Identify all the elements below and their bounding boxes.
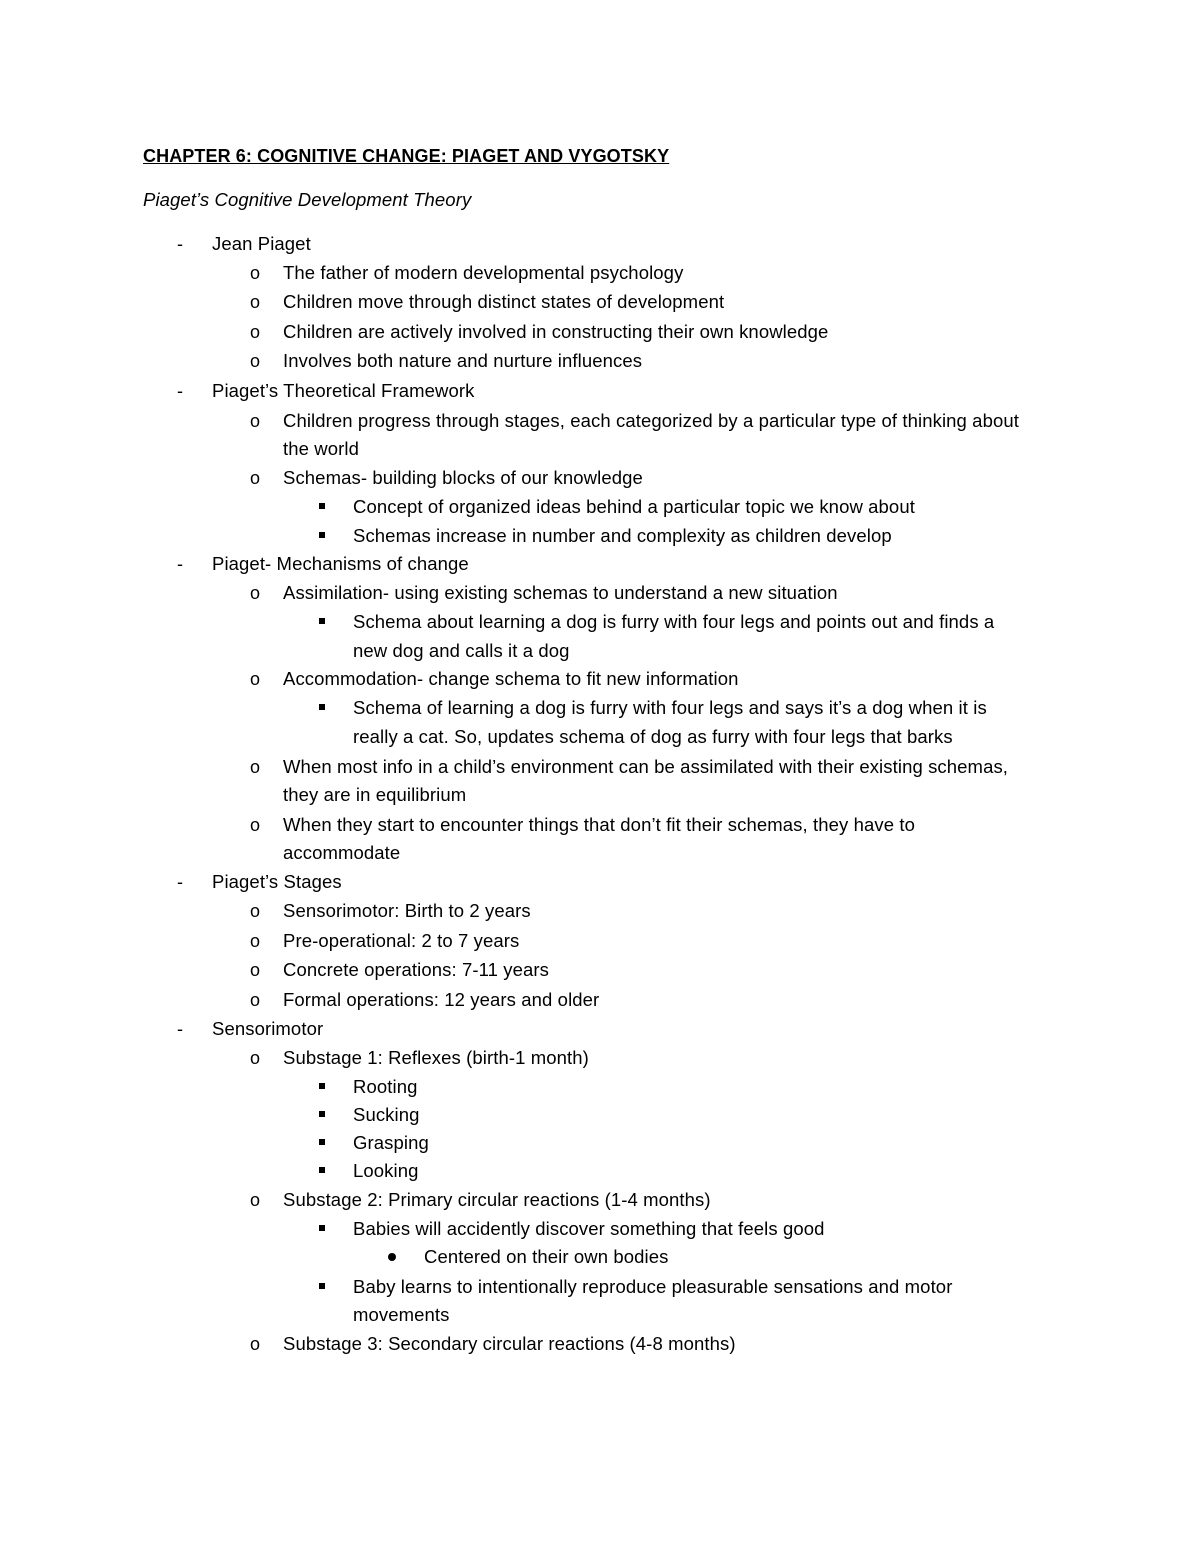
circle-bullet: o xyxy=(250,815,261,835)
list-item-continuation: the world xyxy=(283,438,359,459)
square-bullet xyxy=(319,503,325,509)
list-item: Accommodation- change schema to fit new information xyxy=(283,668,739,689)
circle-bullet: o xyxy=(250,583,261,603)
circle-bullet: o xyxy=(250,292,261,312)
sub-list-item: Grasping xyxy=(353,1132,429,1153)
list-item: When most info in a child’s environment can be assimilated with their existing schemas, xyxy=(283,756,1009,777)
square-bullet xyxy=(319,1111,325,1117)
list-heading: Piaget’s Theoretical Framework xyxy=(212,380,475,401)
sub-list-item: Rooting xyxy=(353,1076,418,1097)
round-bullet xyxy=(388,1253,396,1261)
list-item: Children are actively involved in constructing their own knowledge xyxy=(283,321,829,342)
sub-list-item: Babies will accidently discover something that feels good xyxy=(353,1218,825,1239)
list-heading: Piaget’s Stages xyxy=(212,871,342,892)
sub-list-item: Concept of organized ideas behind a particular topic we know about xyxy=(353,496,915,517)
list-item: Schemas- building blocks of our knowledge xyxy=(283,467,643,488)
square-bullet xyxy=(319,1083,325,1089)
circle-bullet: o xyxy=(250,1334,261,1354)
list-item: Children progress through stages, each categorized by a particular type of thinking about xyxy=(283,410,1019,431)
list-item: Children move through distinct states of development xyxy=(283,291,725,312)
sub-list-item: Schemas increase in number and complexity as children develop xyxy=(353,525,892,546)
list-item: Sensorimotor: Birth to 2 years xyxy=(283,900,531,921)
list-item: Substage 3: Secondary circular reactions (4-8 months) xyxy=(283,1333,736,1354)
list-item: Assimilation- using existing schemas to understand a new situation xyxy=(283,582,838,603)
sub-list-item: Schema of learning a dog is furry with four legs and says it’s a dog when it is xyxy=(353,697,987,718)
sub-list-item: Baby learns to intentionally reproduce pleasurable sensations and motor xyxy=(353,1276,953,1297)
list-item: The father of modern developmental psychology xyxy=(283,262,684,283)
chapter-title: CHAPTER 6: COGNITIVE CHANGE: PIAGET AND VYGOTSKY xyxy=(143,146,670,166)
sub-list-item-continuation: new dog and calls it a dog xyxy=(353,640,570,661)
list-item: Substage 1: Reflexes (birth-1 month) xyxy=(283,1047,589,1068)
square-bullet xyxy=(319,704,325,710)
sub-list-item-continuation: movements xyxy=(353,1304,450,1325)
circle-bullet: o xyxy=(250,263,261,283)
circle-bullet: o xyxy=(250,669,261,689)
dash-bullet: - xyxy=(177,1019,183,1039)
square-bullet xyxy=(319,1225,325,1231)
circle-bullet: o xyxy=(250,351,261,371)
circle-bullet: o xyxy=(250,990,261,1010)
sub-sub-list-item: Centered on their own bodies xyxy=(424,1246,669,1267)
sub-list-item: Schema about learning a dog is furry with four legs and points out and finds a xyxy=(353,611,995,632)
circle-bullet: o xyxy=(250,468,261,488)
square-bullet xyxy=(319,1283,325,1289)
sub-list-item-continuation: really a cat. So, updates schema of dog as furry with four legs that barks xyxy=(353,726,953,747)
list-heading: Piaget- Mechanisms of change xyxy=(212,553,469,574)
dash-bullet: - xyxy=(177,381,183,401)
square-bullet xyxy=(319,1167,325,1173)
circle-bullet: o xyxy=(250,901,261,921)
circle-bullet: o xyxy=(250,960,261,980)
circle-bullet: o xyxy=(250,1190,261,1210)
list-item: Concrete operations: 7-11 years xyxy=(283,959,550,980)
square-bullet xyxy=(319,618,325,624)
circle-bullet: o xyxy=(250,757,261,777)
circle-bullet: o xyxy=(250,322,261,342)
list-item: When they start to encounter things that don’t fit their schemas, they have to xyxy=(283,814,916,835)
circle-bullet: o xyxy=(250,411,261,431)
section-subtitle: Piaget’s Cognitive Development Theory xyxy=(143,189,472,210)
list-heading: Jean Piaget xyxy=(212,233,311,254)
dash-bullet: - xyxy=(177,234,183,254)
circle-bullet: o xyxy=(250,1048,261,1068)
dash-bullet: - xyxy=(177,872,183,892)
list-item-continuation: they are in equilibrium xyxy=(283,784,467,805)
list-item: Substage 2: Primary circular reactions (1-4 months) xyxy=(283,1189,711,1210)
sub-list-item: Looking xyxy=(353,1160,419,1181)
list-item: Involves both nature and nurture influences xyxy=(283,350,643,371)
list-item: Formal operations: 12 years and older xyxy=(283,989,600,1010)
sub-list-item: Sucking xyxy=(353,1104,420,1125)
list-item-continuation: accommodate xyxy=(283,842,401,863)
square-bullet xyxy=(319,532,325,538)
circle-bullet: o xyxy=(250,931,261,951)
list-heading: Sensorimotor xyxy=(212,1018,324,1039)
list-item: Pre-operational: 2 to 7 years xyxy=(283,930,520,951)
dash-bullet: - xyxy=(177,554,183,574)
square-bullet xyxy=(319,1139,325,1145)
